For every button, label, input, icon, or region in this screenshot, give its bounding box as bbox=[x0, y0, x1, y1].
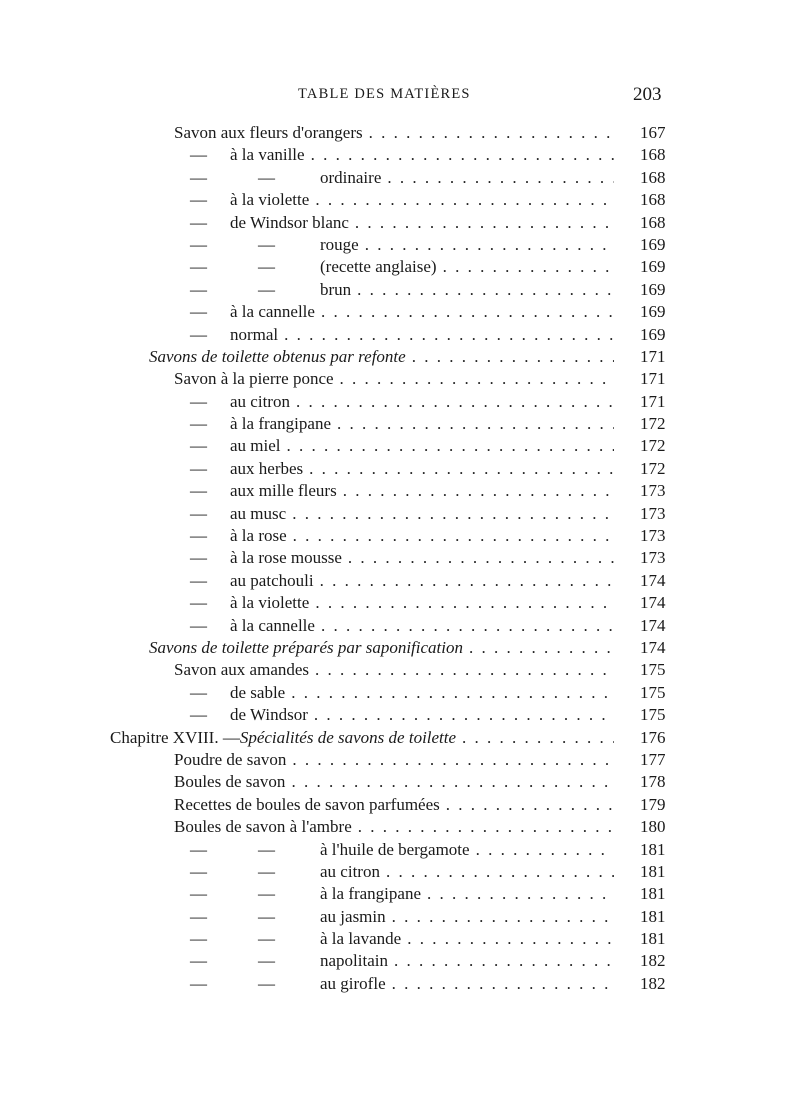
toc-entry bbox=[190, 324, 614, 346]
dot-leader bbox=[358, 816, 614, 838]
toc-entry-label: Boules de savon bbox=[174, 772, 286, 792]
toc-page-number: 176 bbox=[640, 727, 666, 747]
toc-entry bbox=[190, 973, 614, 995]
toc-row bbox=[0, 973, 800, 995]
toc-row bbox=[0, 144, 800, 166]
toc-entry bbox=[174, 816, 614, 838]
toc-entry-label: au girofle bbox=[320, 973, 386, 993]
toc-row bbox=[0, 391, 800, 413]
ditto-dash-secondary: — bbox=[258, 234, 275, 254]
toc-entry-label: aux herbes bbox=[230, 458, 304, 478]
ditto-dash: — bbox=[190, 302, 207, 322]
toc-page-number: 174 bbox=[640, 615, 666, 635]
dot-leader bbox=[287, 435, 614, 457]
toc-entry-label: au citron bbox=[230, 391, 290, 411]
toc-entry-label: ordinaire bbox=[320, 167, 382, 187]
toc-row bbox=[0, 547, 800, 569]
toc-entry-label: de sable bbox=[230, 682, 286, 702]
toc-row bbox=[0, 906, 800, 928]
ditto-dash: — bbox=[190, 906, 207, 926]
toc-row bbox=[0, 279, 800, 301]
toc-page-number: 181 bbox=[640, 861, 666, 881]
dot-leader bbox=[314, 704, 614, 726]
toc-entry-label: Savons de toilette obtenus par refonte bbox=[149, 346, 406, 366]
dot-leader bbox=[321, 615, 614, 637]
toc-page-number: 181 bbox=[640, 906, 666, 926]
toc-entry bbox=[190, 480, 614, 502]
toc-row bbox=[0, 368, 800, 390]
ditto-dash: — bbox=[190, 257, 207, 277]
dot-leader bbox=[320, 570, 614, 592]
toc-page-number: 181 bbox=[640, 884, 666, 904]
toc-entry bbox=[190, 682, 614, 704]
toc-entry bbox=[190, 301, 614, 323]
dot-leader bbox=[357, 279, 614, 301]
toc-page-number: 169 bbox=[640, 324, 666, 344]
toc-entry bbox=[190, 435, 614, 457]
toc-page-number: 168 bbox=[640, 145, 666, 165]
toc-row bbox=[0, 256, 800, 278]
toc-entry-label: à la rose mousse bbox=[230, 548, 342, 568]
ditto-dash: — bbox=[190, 682, 207, 702]
toc-row bbox=[0, 413, 800, 435]
ditto-dash: — bbox=[190, 839, 207, 859]
toc-page-number: 178 bbox=[640, 772, 666, 792]
toc-entry bbox=[149, 346, 614, 368]
toc-page-number: 168 bbox=[640, 167, 666, 187]
toc-entry bbox=[149, 637, 614, 659]
ditto-dash: — bbox=[190, 503, 207, 523]
toc-row bbox=[0, 682, 800, 704]
toc-page-number: 169 bbox=[640, 302, 666, 322]
toc-row bbox=[0, 122, 800, 144]
toc-row bbox=[0, 861, 800, 883]
toc-entry-label: à la rose bbox=[230, 526, 287, 546]
toc-entry-label: Boules de savon à l'ambre bbox=[174, 817, 352, 837]
dot-leader bbox=[284, 324, 614, 346]
toc-entry bbox=[190, 839, 614, 861]
dot-leader bbox=[369, 122, 614, 144]
dot-leader bbox=[348, 547, 614, 569]
toc-entry-label: à la lavande bbox=[320, 929, 402, 949]
toc-entry bbox=[190, 570, 614, 592]
ditto-dash: — bbox=[190, 481, 207, 501]
toc-entry-label: brun bbox=[320, 279, 352, 299]
toc-page-number: 173 bbox=[640, 526, 666, 546]
toc-page-number: 169 bbox=[640, 279, 666, 299]
toc-entry bbox=[190, 189, 614, 211]
dot-leader bbox=[407, 928, 614, 950]
dot-leader bbox=[315, 189, 614, 211]
toc-entry-label: à la violette bbox=[230, 593, 310, 613]
toc-entry-label: au musc bbox=[230, 503, 287, 523]
toc-row bbox=[0, 435, 800, 457]
toc-row bbox=[0, 928, 800, 950]
dot-leader bbox=[427, 883, 614, 905]
ditto-dash: — bbox=[190, 414, 207, 434]
dot-leader bbox=[387, 167, 614, 189]
toc-entry-label: à la frangipane bbox=[320, 884, 421, 904]
dot-leader bbox=[443, 256, 614, 278]
toc-page-number: 173 bbox=[640, 548, 666, 568]
toc-entry bbox=[190, 906, 614, 928]
ditto-dash: — bbox=[190, 705, 207, 725]
toc-page-number: 174 bbox=[640, 570, 666, 590]
toc-row bbox=[0, 301, 800, 323]
toc-page-number: 173 bbox=[640, 503, 666, 523]
toc-row bbox=[0, 212, 800, 234]
toc-entry-label: à l'huile de bergamote bbox=[320, 839, 470, 859]
ditto-dash: — bbox=[190, 884, 207, 904]
toc-entry-label: à la frangipane bbox=[230, 414, 331, 434]
toc-entry-label: Recettes de boules de savon parfumées bbox=[174, 794, 440, 814]
dot-leader bbox=[311, 144, 614, 166]
toc-entry bbox=[190, 256, 614, 278]
toc-entry bbox=[174, 122, 614, 144]
ditto-dash: — bbox=[190, 929, 207, 949]
toc-entry-label: Savon aux amandes bbox=[174, 660, 310, 680]
dot-leader bbox=[293, 525, 614, 547]
toc-row bbox=[0, 637, 800, 659]
toc-entry bbox=[190, 704, 614, 726]
toc-entry-label: au miel bbox=[230, 436, 281, 456]
toc-entry bbox=[190, 592, 614, 614]
dot-leader bbox=[340, 368, 614, 390]
toc-entry-label: à la violette bbox=[230, 190, 310, 210]
ditto-dash-secondary: — bbox=[258, 279, 275, 299]
ditto-dash: — bbox=[190, 212, 207, 232]
toc-page-number: 181 bbox=[640, 839, 666, 859]
toc-row bbox=[0, 659, 800, 681]
chapter-title: Spécialités de savons de toilette bbox=[239, 727, 457, 747]
page-title: TABLE DES MATIÈRES bbox=[298, 86, 471, 102]
toc-row bbox=[0, 839, 800, 861]
ditto-dash: — bbox=[190, 973, 207, 993]
toc-page-number: 169 bbox=[640, 257, 666, 277]
ditto-dash: — bbox=[190, 570, 207, 590]
ditto-dash: — bbox=[190, 615, 207, 635]
toc-row bbox=[0, 234, 800, 256]
ditto-dash-secondary: — bbox=[258, 167, 275, 187]
toc-row bbox=[0, 570, 800, 592]
toc-page-number: 171 bbox=[640, 369, 666, 389]
toc-row bbox=[0, 592, 800, 614]
toc-row bbox=[0, 794, 800, 816]
toc-entry bbox=[190, 615, 614, 637]
dot-leader bbox=[291, 682, 614, 704]
dot-leader bbox=[462, 727, 614, 749]
toc-page-number: 179 bbox=[640, 794, 666, 814]
ditto-dash: — bbox=[190, 951, 207, 971]
toc-entry-label: au citron bbox=[320, 861, 380, 881]
toc-entry-label: (recette anglaise) bbox=[320, 257, 437, 277]
toc-row bbox=[0, 771, 800, 793]
toc-row bbox=[0, 167, 800, 189]
toc-row bbox=[0, 749, 800, 771]
toc-page-number: 174 bbox=[640, 637, 666, 657]
toc-entry bbox=[174, 794, 614, 816]
ditto-dash: — bbox=[190, 861, 207, 881]
dot-leader bbox=[394, 950, 614, 972]
toc-page-number: 177 bbox=[640, 749, 666, 769]
ditto-dash: — bbox=[190, 234, 207, 254]
ditto-dash: — bbox=[190, 279, 207, 299]
ditto-dash: — bbox=[190, 391, 207, 411]
toc-page-number: 175 bbox=[640, 660, 666, 680]
toc-row bbox=[0, 458, 800, 480]
toc-entry bbox=[174, 368, 614, 390]
toc-page-number: 169 bbox=[640, 234, 666, 254]
dot-leader bbox=[412, 346, 614, 368]
dot-leader bbox=[343, 480, 614, 502]
toc-entry-label: Poudre de savon bbox=[174, 749, 287, 769]
dot-leader bbox=[315, 659, 614, 681]
dot-leader bbox=[315, 592, 614, 614]
ditto-dash: — bbox=[190, 548, 207, 568]
toc-entry bbox=[190, 279, 614, 301]
dot-leader bbox=[392, 906, 614, 928]
ditto-dash: — bbox=[190, 167, 207, 187]
dot-leader bbox=[446, 794, 614, 816]
toc-entry bbox=[190, 144, 614, 166]
toc-row bbox=[0, 346, 800, 368]
toc-page-number: 168 bbox=[640, 190, 666, 210]
toc-page-number: 180 bbox=[640, 817, 666, 837]
dot-leader bbox=[321, 301, 614, 323]
toc-entry-label: napolitain bbox=[320, 951, 388, 971]
ditto-dash: — bbox=[190, 458, 207, 478]
toc-entry-label: Savon à la pierre ponce bbox=[174, 369, 334, 389]
toc-entry bbox=[190, 234, 614, 256]
toc-row bbox=[0, 704, 800, 726]
toc-page-number: 172 bbox=[640, 458, 666, 478]
toc-entry bbox=[190, 525, 614, 547]
toc-row bbox=[0, 615, 800, 637]
toc-entry-label: de Windsor bbox=[230, 705, 308, 725]
toc-row bbox=[0, 189, 800, 211]
ditto-dash: — bbox=[190, 190, 207, 210]
toc-entry-label: Savon aux fleurs d'orangers bbox=[174, 123, 363, 142]
dot-leader bbox=[392, 973, 614, 995]
toc-entry bbox=[190, 458, 614, 480]
dot-leader bbox=[292, 503, 614, 525]
toc-row bbox=[0, 727, 800, 749]
toc-entry bbox=[174, 659, 614, 681]
dot-leader bbox=[309, 458, 614, 480]
running-head bbox=[0, 84, 800, 110]
ditto-dash-secondary: — bbox=[258, 839, 275, 859]
toc-entry-label: Savons de toilette préparés par saponification bbox=[149, 637, 463, 657]
ditto-dash-secondary: — bbox=[258, 257, 275, 277]
toc-row bbox=[0, 816, 800, 838]
toc-row bbox=[0, 950, 800, 972]
ditto-dash-secondary: — bbox=[258, 906, 275, 926]
toc-entry-label: au patchouli bbox=[230, 570, 314, 590]
toc-entry bbox=[190, 861, 614, 883]
toc-entry-label: aux mille fleurs bbox=[230, 481, 337, 501]
dot-leader bbox=[292, 749, 614, 771]
toc-page-number: 182 bbox=[640, 951, 666, 971]
ditto-dash-secondary: — bbox=[258, 929, 275, 949]
dot-leader bbox=[469, 637, 614, 659]
toc-entry bbox=[174, 771, 614, 793]
table-of-contents bbox=[0, 122, 800, 995]
toc-entry bbox=[190, 391, 614, 413]
ditto-dash-secondary: — bbox=[258, 861, 275, 881]
toc-page-number: 172 bbox=[640, 414, 666, 434]
dot-leader bbox=[476, 839, 614, 861]
toc-entry-label: au jasmin bbox=[320, 906, 386, 926]
toc-entry-label: de Windsor blanc bbox=[230, 212, 349, 232]
toc-page-number: 182 bbox=[640, 973, 666, 993]
ditto-dash: — bbox=[190, 145, 207, 165]
ditto-dash: — bbox=[190, 593, 207, 613]
dot-leader bbox=[337, 413, 614, 435]
page-number: 203 bbox=[633, 84, 662, 105]
dot-leader bbox=[296, 391, 614, 413]
toc-entry bbox=[190, 212, 614, 234]
ditto-dash-secondary: — bbox=[258, 973, 275, 993]
toc-entry bbox=[190, 413, 614, 435]
toc-page-number: 181 bbox=[640, 929, 666, 949]
ditto-dash-secondary: — bbox=[258, 884, 275, 904]
toc-page-number: 168 bbox=[640, 212, 666, 232]
toc-entry-label: à la cannelle bbox=[230, 302, 315, 322]
dot-leader bbox=[386, 861, 614, 883]
toc-entry bbox=[190, 547, 614, 569]
toc-page-number: 174 bbox=[640, 593, 666, 613]
toc-row bbox=[0, 480, 800, 502]
toc-page-number: 171 bbox=[640, 391, 666, 411]
toc-entry bbox=[190, 883, 614, 905]
toc-page-number: 171 bbox=[640, 346, 666, 366]
dot-leader bbox=[355, 212, 614, 234]
toc-entry bbox=[190, 928, 614, 950]
ditto-dash: — bbox=[190, 526, 207, 546]
ditto-dash: — bbox=[190, 436, 207, 456]
toc-row bbox=[0, 525, 800, 547]
toc-entry bbox=[174, 749, 614, 771]
toc-entry-label: rouge bbox=[320, 234, 359, 254]
toc-entry-label: Chapitre XVIII. — bbox=[110, 727, 240, 747]
toc-entry-label: à la vanille bbox=[230, 145, 305, 165]
toc-row bbox=[0, 324, 800, 346]
toc-row bbox=[0, 503, 800, 525]
toc-entry bbox=[190, 950, 614, 972]
toc-entry bbox=[190, 503, 614, 525]
toc-page-number: 173 bbox=[640, 481, 666, 501]
toc-page-number: 167 bbox=[640, 123, 666, 142]
toc-page-number: 172 bbox=[640, 436, 666, 456]
toc-row bbox=[0, 883, 800, 905]
toc-page-number: 175 bbox=[640, 705, 666, 725]
toc-entry bbox=[110, 727, 614, 749]
ditto-dash-secondary: — bbox=[258, 951, 275, 971]
dot-leader bbox=[365, 234, 614, 256]
toc-page-number: 175 bbox=[640, 682, 666, 702]
ditto-dash: — bbox=[190, 324, 207, 344]
toc-entry bbox=[190, 167, 614, 189]
toc-entry-label: normal bbox=[230, 324, 279, 344]
toc-entry-label: à la cannelle bbox=[230, 615, 315, 635]
dot-leader bbox=[291, 771, 614, 793]
